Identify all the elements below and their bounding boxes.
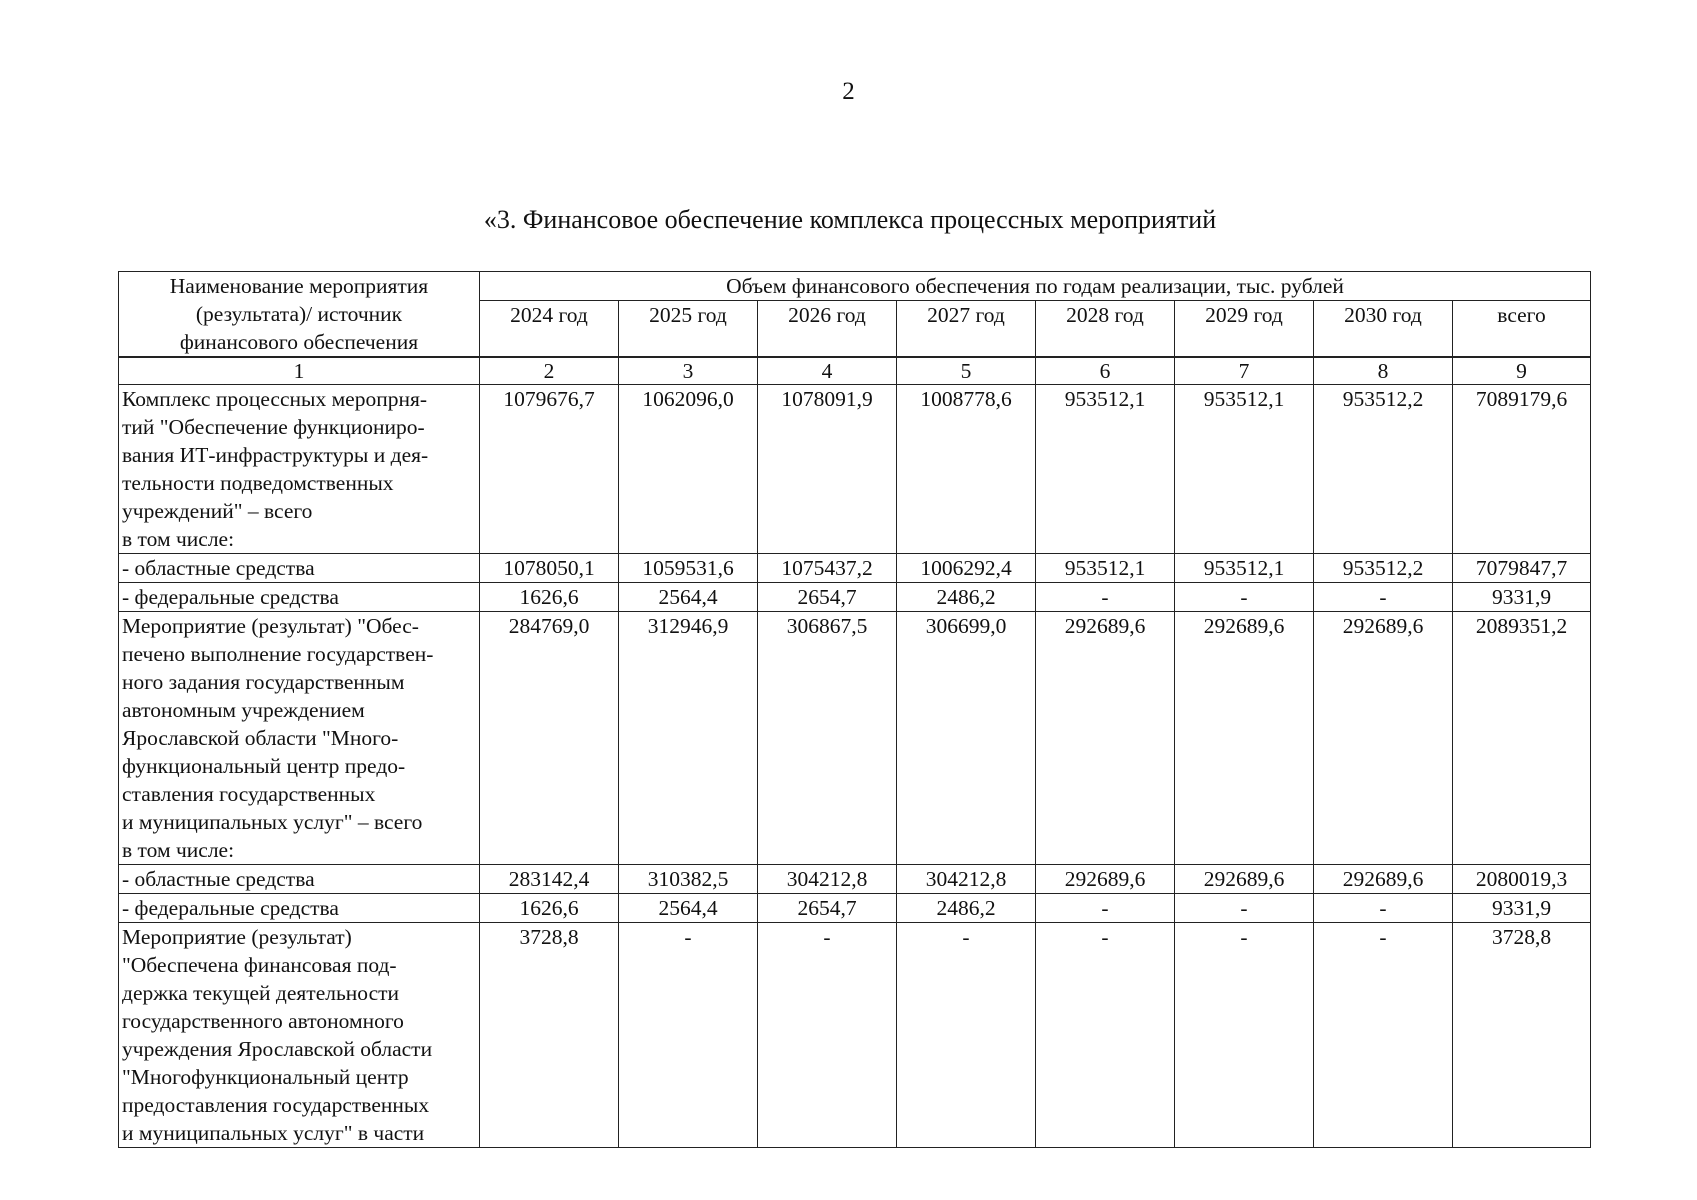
row-name-line: Мероприятие (результат) (122, 925, 352, 949)
row-value-cell: - (1036, 894, 1175, 923)
row-value-cell: 2564,4 (619, 894, 758, 923)
row-value-cell: 1079676,7 (480, 385, 619, 554)
row-value-cell: - (619, 923, 758, 1148)
row-name-line: в том числе: (122, 838, 235, 862)
year-header: 2027 год (897, 301, 1036, 357)
table-row (119, 554, 1591, 583)
row-value-cell: 1075437,2 (758, 554, 897, 583)
column-number: 5 (897, 358, 1036, 385)
row-name-cell (119, 612, 480, 865)
header-name-line: Наименование мероприятия (169, 274, 429, 298)
section-title: «3. Финансовое обеспечение комплекса процессных мероприятий (483, 205, 1217, 234)
row-value-cell: 3728,8 (480, 923, 619, 1148)
row-name-cell (119, 554, 480, 583)
header-name-cell (119, 272, 480, 357)
row-name-line: автономным учреждением (122, 698, 365, 722)
row-value-cell: 283142,4 (480, 865, 619, 894)
row-value-cell: 1006292,4 (897, 554, 1036, 583)
header-name-line: (результата)/ источник (195, 302, 403, 326)
column-number: 2 (480, 358, 619, 385)
row-value-cell: 1078091,9 (758, 385, 897, 554)
row-name-line: тий "Обеспечение функциониро- (122, 415, 425, 439)
row-name-cell (119, 865, 480, 894)
row-name-line: вания ИТ-инфраструктуры и дея- (122, 443, 429, 467)
row-name-line: ного задания государственным (122, 670, 405, 694)
row-value-cell: 304212,8 (897, 865, 1036, 894)
row-value-cell: 953512,1 (1036, 385, 1175, 554)
row-name-cell (119, 894, 480, 923)
row-name-line: - областные средства (122, 556, 315, 580)
row-value-cell: 292689,6 (1036, 865, 1175, 894)
row-value-cell: 292689,6 (1036, 612, 1175, 865)
row-value-cell: 1059531,6 (619, 554, 758, 583)
row-value-cell: 1078050,1 (480, 554, 619, 583)
table-row (119, 865, 1591, 894)
table-row (119, 583, 1591, 612)
row-value-cell: - (758, 923, 897, 1148)
row-value-cell: 292689,6 (1314, 865, 1453, 894)
table-row (119, 923, 1591, 1148)
year-header: 2025 год (619, 301, 758, 357)
row-value-cell: 953512,1 (1036, 554, 1175, 583)
row-value-cell: 292689,6 (1175, 612, 1314, 865)
row-value-cell: 292689,6 (1175, 865, 1314, 894)
row-name-line: учреждений" – всего (122, 499, 313, 523)
row-name-cell (119, 385, 480, 554)
row-total-cell: 9331,9 (1453, 894, 1591, 923)
row-value-cell: 312946,9 (619, 612, 758, 865)
row-name-line: Ярославской области "Много- (122, 726, 399, 750)
row-value-cell: - (1036, 923, 1175, 1148)
column-number: 6 (1036, 358, 1175, 385)
row-name-line: - федеральные средства (122, 896, 339, 920)
row-value-cell: 1008778,6 (897, 385, 1036, 554)
row-value-cell: 310382,5 (619, 865, 758, 894)
column-number: 1 (119, 358, 480, 385)
row-name-line: и муниципальных услуг" в части (122, 1121, 425, 1145)
row-name-line: государственного автономного (122, 1009, 404, 1033)
row-value-cell: 2486,2 (897, 583, 1036, 612)
row-name-line: в том числе: (122, 527, 235, 551)
row-value-cell: 304212,8 (758, 865, 897, 894)
page-number: 2 (842, 78, 855, 105)
row-total-cell: 7089179,6 (1453, 385, 1591, 554)
header-name-line: финансового обеспечения (179, 330, 419, 354)
table-row (119, 612, 1591, 865)
header-row-1 (119, 272, 1591, 301)
row-value-cell: 2654,7 (758, 583, 897, 612)
row-value-cell: - (1314, 894, 1453, 923)
row-name-line: Мероприятие (результат) "Обес- (122, 614, 419, 638)
row-total-cell: 2089351,2 (1453, 612, 1591, 865)
header-group-cell: Объем финансового обеспечения по годам реализации, тыс. рублей (480, 272, 1591, 301)
column-number: 7 (1175, 358, 1314, 385)
financing-table (118, 271, 1591, 1148)
year-header: 2024 год (480, 301, 619, 357)
row-value-cell: 2564,4 (619, 583, 758, 612)
column-number: 9 (1453, 358, 1591, 385)
column-number: 8 (1314, 358, 1453, 385)
row-value-cell: - (897, 923, 1036, 1148)
row-name-line: предоставления государственных (122, 1093, 430, 1117)
row-name-line: печено выполнение государствен- (122, 642, 434, 666)
row-total-cell: 2080019,3 (1453, 865, 1591, 894)
row-value-cell: 292689,6 (1314, 612, 1453, 865)
row-name-line: и муниципальных услуг" – всего (122, 810, 423, 834)
row-name-line: Комплекс процессных меропрня- (122, 387, 428, 411)
column-number: 3 (619, 358, 758, 385)
row-name-line: - федеральные средства (122, 585, 339, 609)
row-value-cell: 306699,0 (897, 612, 1036, 865)
row-value-cell: 1626,6 (480, 583, 619, 612)
total-header: всего (1453, 301, 1591, 357)
row-value-cell: 953512,2 (1314, 385, 1453, 554)
row-value-cell: - (1314, 583, 1453, 612)
row-value-cell: 953512,2 (1314, 554, 1453, 583)
row-value-cell: 2654,7 (758, 894, 897, 923)
row-name-line: ставления государственных (122, 782, 376, 806)
row-total-cell: 7079847,7 (1453, 554, 1591, 583)
row-value-cell: 1626,6 (480, 894, 619, 923)
column-number: 4 (758, 358, 897, 385)
year-header: 2030 год (1314, 301, 1453, 357)
year-header: 2028 год (1036, 301, 1175, 357)
row-name-line: держка текущей деятельности (122, 981, 400, 1005)
row-name-line: "Обеспечена финансовая под- (122, 953, 397, 977)
row-name-line: тельности подведомственных (122, 471, 394, 495)
row-value-cell: - (1175, 894, 1314, 923)
row-value-cell: 284769,0 (480, 612, 619, 865)
table-row (119, 894, 1591, 923)
row-name-line: "Многофункциональный центр (122, 1065, 409, 1089)
year-header: 2026 год (758, 301, 897, 357)
row-name-cell (119, 583, 480, 612)
row-value-cell: 2486,2 (897, 894, 1036, 923)
row-name-line: учреждения Ярославской области (122, 1037, 433, 1061)
row-name-line: - областные средства (122, 867, 315, 891)
row-value-cell: - (1175, 923, 1314, 1148)
row-value-cell: 953512,1 (1175, 554, 1314, 583)
row-value-cell: 953512,1 (1175, 385, 1314, 554)
row-value-cell: - (1175, 583, 1314, 612)
column-numbers-row (119, 358, 1591, 385)
row-value-cell: 306867,5 (758, 612, 897, 865)
year-header: 2029 год (1175, 301, 1314, 357)
row-name-line: функциональный центр предо- (122, 754, 406, 778)
row-value-cell: - (1036, 583, 1175, 612)
row-total-cell: 9331,9 (1453, 583, 1591, 612)
row-value-cell: - (1314, 923, 1453, 1148)
row-value-cell: 1062096,0 (619, 385, 758, 554)
table-row (119, 385, 1591, 554)
row-total-cell: 3728,8 (1453, 923, 1591, 1148)
row-name-cell (119, 923, 480, 1148)
